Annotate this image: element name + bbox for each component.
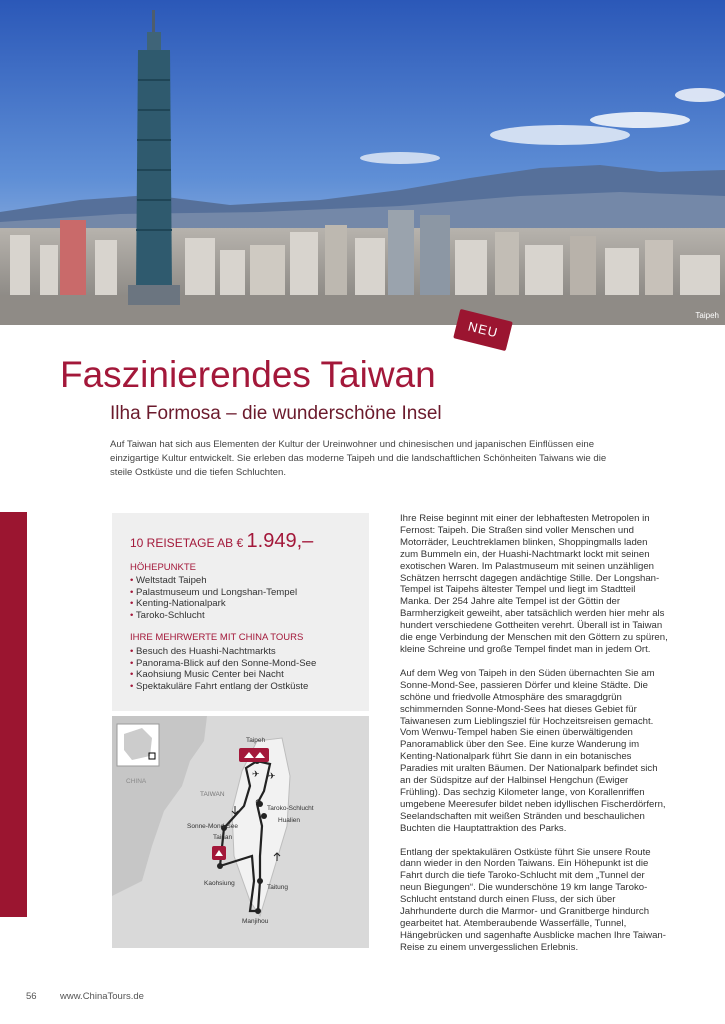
temple-icon — [212, 846, 226, 860]
airplane-icon: ✈ — [252, 769, 260, 779]
body-paragraph: Auf dem Weg von Taipeh in den Süden übernachten Sie am Sonne-Mond-See, passieren Dörfer und kleine Städte. Die schöne und friedvolle Atmosphäre des smaragdgrün schimmernden Sonne-Mond-Sees hat dieses Gebiet für Taiwanesen zum Lieblingsziel für Hochzeitsreisen gemacht. Vom Wenwu-Tempel haben Sie einen überwältigenden Panoramablick über den See. Eine kurze Wanderung im Kenting-Nationalpark führt Sie dann in ein botanisches Paradies mit uralten Bäumen. Der Nationalpark befindet sich an der Südspitze auf der Halbinsel Hengchun (Ewiger Frühling). Das sechzig Kilometer lange, von Korallenriffen umgebene Meeresufer bildet neben idyllischen Fischerdörfern, Seelandschaften mit weißen Stränden und beschaulichen Buchten die Hauptattraktion des Parks. — [400, 667, 666, 834]
hero-photo-taipei — [0, 0, 725, 325]
price-value: 1.949,– — [246, 530, 314, 552]
body-paragraph: Entlang der spektakulären Ostküste führt Sie unsere Route dann wieder in den Norden Taiwans. Ein Höhepunkt ist die Fahrt durch die tiefe Taroko-Schlucht mit dem „Tunnel der neun Biegungen“. Die wunderschöne 19 km lange Taroko-Schlucht entstand durch einen Fluss, der sich über Jahrhunderte durch die Marmor- und Granitberge hindurch gearbeitet hat. Atemberaubende Wasserfälle, Tunnel, Hängebrücken und sagenhafte Ausblicke machen Ihre Taiwan-Reise zu einem unvergesslichen Erlebnis. — [400, 846, 666, 953]
list-item: • Taroko-Schlucht — [130, 610, 297, 622]
price-line — [130, 530, 313, 553]
map-label-kaohsiung: Kaohsiung — [204, 880, 235, 887]
map-label-sonne-mond-see: Sonne-Mond-See — [187, 823, 238, 830]
highlights-heading: HÖHEPUNKTE — [130, 562, 196, 573]
airplane-icon: ✈ — [268, 771, 276, 781]
extras-heading: IHRE MEHRWERTE MIT CHINA TOURS — [130, 632, 304, 643]
highlights-list — [130, 575, 297, 621]
intro-paragraph: Auf Taiwan hat sich aus Elementen der Kultur der Ureinwohner und chinesischen und japanischen Einflüssen eine einzigartige Kultur entwickelt. Sie erleben das moderne Taipeh und die landschaftlichen Schönheiten Taiwans wie die steile Ostküste und die tiefen Schluchten. — [110, 439, 607, 478]
offer-box — [112, 513, 369, 711]
list-item: • Kaohsiung Music Center bei Nacht — [130, 669, 316, 681]
map-label-taroko: Taroko-Schlucht — [267, 805, 314, 812]
page-title: Faszinierendes Taiwan — [60, 354, 436, 395]
map-label-china: CHINA — [126, 778, 147, 785]
list-item: • Spektakuläre Fahrt entlang der Ostküste — [130, 681, 316, 693]
taipei-skyline-illustration — [0, 0, 725, 325]
list-item: • Weltstadt Taipeh — [130, 575, 297, 587]
page-number: 56 — [26, 991, 37, 1002]
map-label-taiwan: TAIWAN — [200, 791, 225, 798]
map-label-manjihou: Manjihou — [242, 918, 269, 925]
body-paragraph: Ihre Reise beginnt mit einer der lebhaftesten Metropolen in Fernost: Taipeh. Die Straßen sind voller Menschen und Motorräder, Leuchtreklamen blinken, Shoppingmalls laden zum Bummeln ein, der Huashi-Nachtmarkt lockt mit seinen exotischen Waren. Im Palastmuseum mit seinen unzähligen Schätzen herrscht dagegen andächtige Stille. Der Longshan-Tempel ist Taipehs ältester Tempel und liegt im Stadtteil Manka. Der 254 Jahre alte Tempel ist der Göttin der Barmherzigkeit geweiht, aber tatsächlich werden hier mehr als hundert verschiedene Gottheiten verehrt. Überall ist in Taiwan die enge Verbindung der Menschen mit den Göttern zu spüren, kleine Schreine und große Tempel findet man in jedem Ort. — [400, 513, 668, 655]
map-label-taitung: Taitung — [267, 884, 288, 891]
hiker-icon: ⚲ — [255, 798, 262, 808]
list-item: • Kenting-Nationalpark — [130, 598, 297, 610]
list-item: • Panorama-Blick auf den Sonne-Mond-See — [130, 658, 316, 670]
hero-caption: Taipeh — [695, 311, 719, 320]
extras-list — [130, 646, 316, 692]
body-text-column — [400, 513, 668, 966]
price-prefix: 10 REISETAGE AB € — [130, 536, 244, 550]
map-label-taipeh: Taipeh — [246, 737, 266, 744]
temple-icon — [239, 748, 269, 762]
footer-website: www.ChinaTours.de — [60, 991, 144, 1002]
list-item: • Palastmuseum und Longshan-Tempel — [130, 587, 297, 599]
route-map — [112, 716, 369, 948]
map-label-hualien: Hualien — [278, 817, 301, 824]
new-badge: NEU — [453, 309, 513, 351]
map-label-tainan: Tainan — [213, 834, 233, 841]
map-graphic — [112, 716, 369, 948]
list-item: • Besuch des Huashi-Nachtmarkts — [130, 646, 316, 658]
accent-sidebar — [0, 512, 27, 917]
page-subtitle: Ilha Formosa – die wunderschöne Insel — [110, 403, 442, 424]
